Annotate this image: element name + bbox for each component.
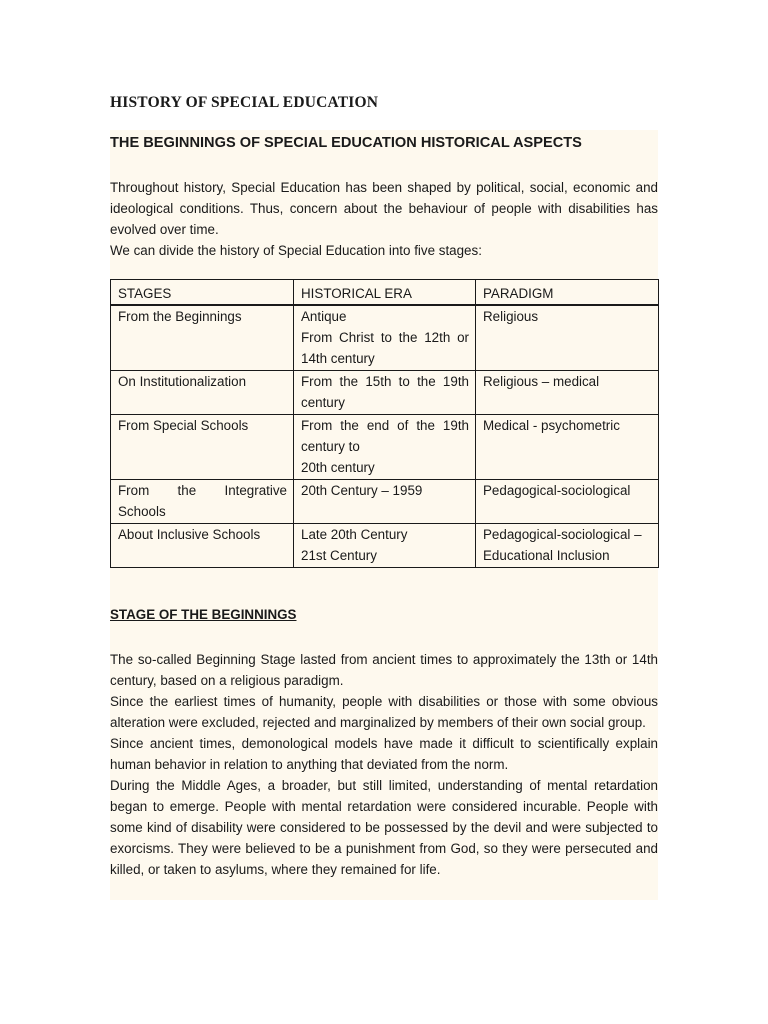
section-body bbox=[110, 649, 658, 880]
content-block bbox=[110, 130, 658, 900]
paradigm-cell: Religious – medical bbox=[476, 370, 659, 414]
table-row bbox=[111, 414, 659, 479]
body-paragraph: Since the earliest times of humanity, people with disabilities or those with some obvious alteration were excluded, rejected and marginalized by members of their own social group. bbox=[110, 694, 658, 730]
body-paragraph: During the Middle Ages, a broader, but still limited, understanding of mental retardation began to emerge. People with mental retardation were considered incurable. People with some kind of disability were considered to be possessed by the devil and were subjected to exorcisms. They were believed to be a punishment from God, so they were persecuted and killed, or taken to asylums, where they remained for life. bbox=[110, 778, 658, 877]
table-row bbox=[111, 479, 659, 523]
table-header-row bbox=[111, 280, 659, 306]
era-line: From Christ to the 12th or 14th century bbox=[301, 330, 469, 366]
stage-cell: About Inclusive Schools bbox=[111, 523, 294, 567]
stage-cell: From the Integrative Schools bbox=[111, 479, 294, 523]
body-paragraph: Since ancient times, demonological models have made it difficult to scientifically explain human behavior in relation to anything that deviated from the norm. bbox=[110, 736, 658, 772]
era-line: From the 15th to the 19th century bbox=[301, 373, 469, 410]
era-line: Antique bbox=[301, 309, 347, 324]
table-row bbox=[111, 370, 659, 414]
body-paragraph: The so-called Beginning Stage lasted from ancient times to approximately the 13th or 14th century, based on a religious paradigm. bbox=[110, 652, 658, 688]
document-subtitle: THE BEGINNINGS OF SPECIAL EDUCATION HISTORICAL ASPECTS bbox=[110, 135, 582, 151]
intro-paragraph: Throughout history, Special Education has been shaped by political, social, economic and ideological conditions. Thus, concern about the behaviour of people with disabilities has evolved over time. bbox=[110, 180, 658, 237]
document-title: HISTORY OF SPECIAL EDUCATION bbox=[110, 94, 379, 111]
era-cell bbox=[294, 479, 476, 523]
table-row bbox=[111, 523, 659, 567]
intro-paragraph: We can divide the history of Special Education into five stages: bbox=[110, 243, 482, 258]
era-line: 20th century bbox=[301, 459, 375, 475]
stage-cell: From Special Schools bbox=[111, 414, 294, 479]
header-stages: STAGES bbox=[111, 280, 294, 306]
era-cell bbox=[294, 305, 476, 370]
paradigm-cell: Religious bbox=[476, 305, 659, 370]
table-row bbox=[111, 305, 659, 370]
era-line: 21st Century bbox=[301, 547, 377, 563]
era-cell bbox=[294, 370, 476, 414]
paradigm-cell: Pedagogical-sociological bbox=[476, 479, 659, 523]
era-line: From the end of the 19th century to bbox=[301, 417, 469, 454]
paradigm-cell: Pedagogical-sociological – Educational Inclusion bbox=[476, 523, 659, 567]
era-line: 20th Century – 1959 bbox=[301, 482, 423, 498]
era-cell bbox=[294, 523, 476, 567]
stages-table bbox=[110, 279, 659, 568]
era-line: Late 20th Century bbox=[301, 526, 408, 542]
header-historical-era: HISTORICAL ERA bbox=[294, 280, 476, 306]
intro-text bbox=[110, 177, 658, 261]
stage-cell: From the Beginnings bbox=[111, 305, 294, 370]
stage-cell: On Institutionalization bbox=[111, 370, 294, 414]
section-heading: STAGE OF THE BEGINNINGS bbox=[110, 607, 297, 622]
era-cell bbox=[294, 414, 476, 479]
paradigm-cell: Medical - psychometric bbox=[476, 414, 659, 479]
header-paradigm: PARADIGM bbox=[476, 280, 659, 306]
